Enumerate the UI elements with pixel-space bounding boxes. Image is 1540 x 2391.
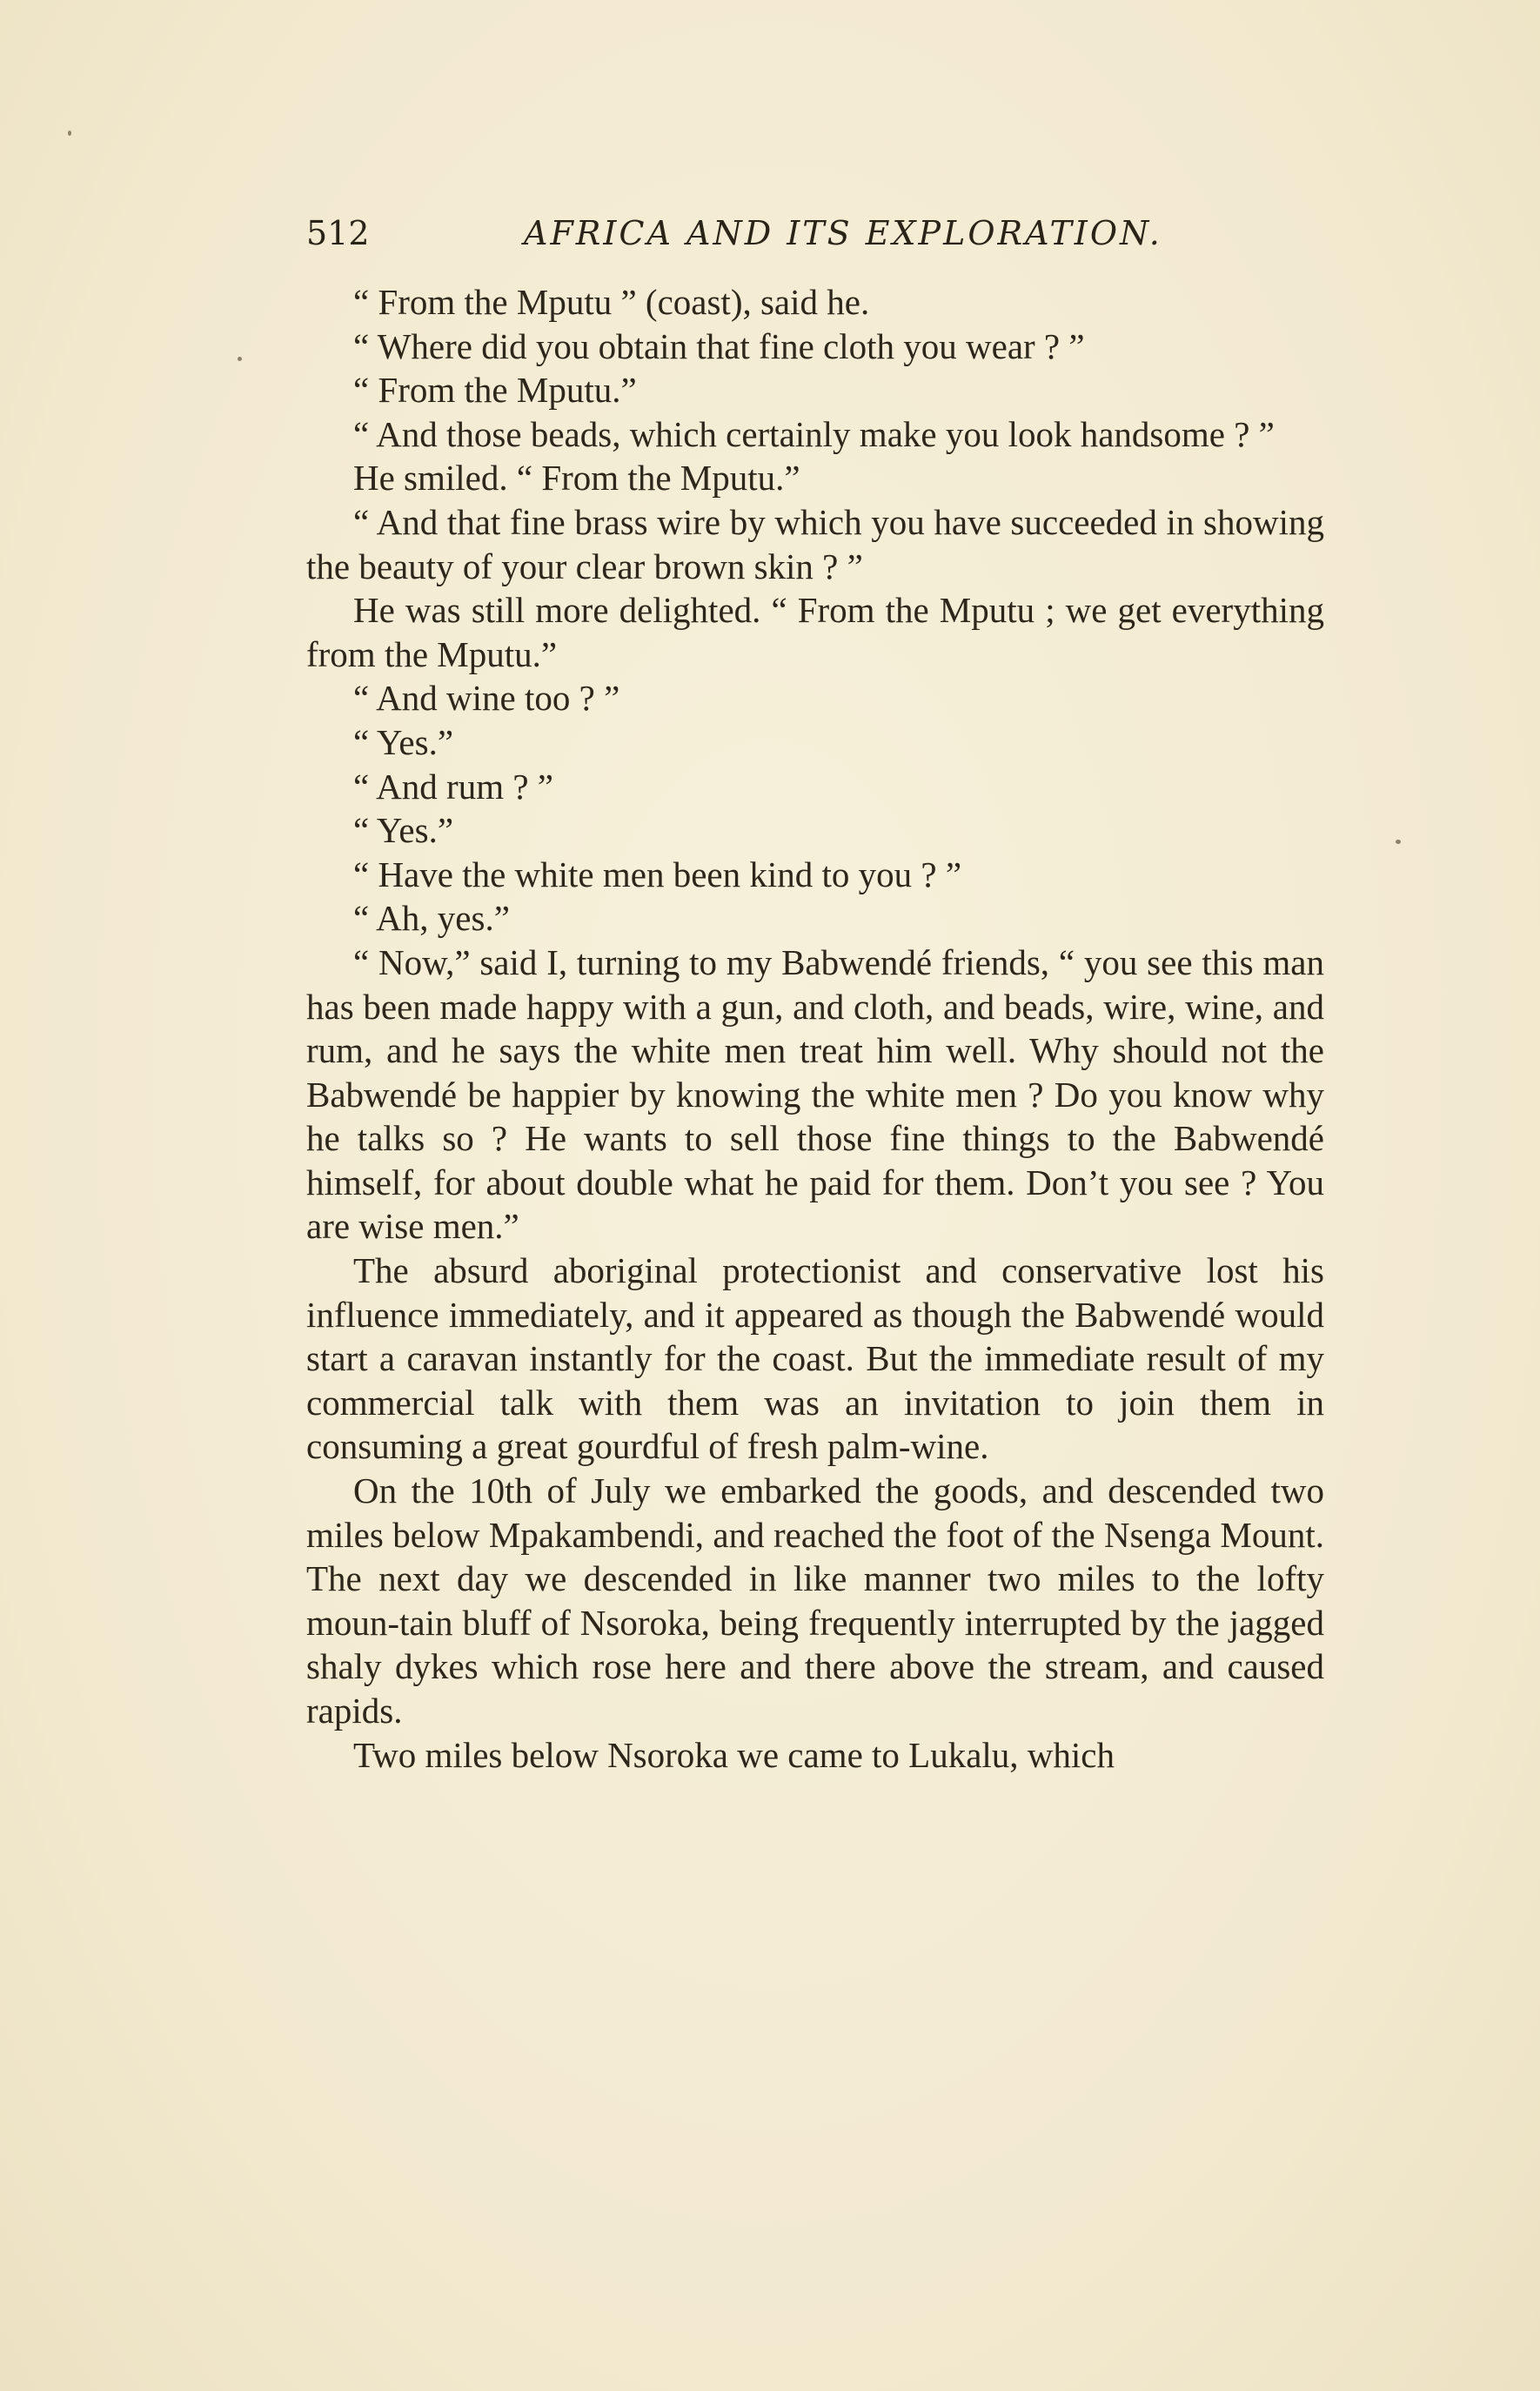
paper-speck [68, 131, 71, 136]
paragraph: “ From the Mputu.” [353, 370, 637, 411]
paragraph: “ Where did you obtain that fine cloth you wear ? ” [353, 325, 1085, 366]
paragraph: “ Have the white men been kind to you ? ” [353, 854, 962, 894]
paragraph: He smiled. “ From the Mputu.” [353, 458, 800, 499]
paragraph: Two miles below Nsoroka we came to Lukalu, which [353, 1734, 1115, 1775]
paper-speck [238, 357, 242, 361]
body-text [306, 280, 1324, 1777]
running-title: AFRICA AND ITS EXPLORATION. [524, 214, 1162, 252]
paragraph: “ And rum ? ” [353, 766, 553, 807]
paragraph: “ And wine too ? ” [353, 678, 620, 719]
paragraph: The absurd aboriginal protectionist and conservative lost his influence immediately, and it appeared as though the Babwendé would start a caravan instantly for the coast. But the immediate result of my commercial talk with them was an invitation to join them in consuming a great gourdful of fresh palm-wine. [306, 1250, 1324, 1467]
page-number: 512 [306, 214, 370, 252]
paragraph: “ From the Mputu ” (coast), said he. [353, 282, 870, 322]
page-header [306, 214, 1324, 259]
paper-speck [1396, 840, 1401, 844]
paragraph: “ Yes.” [353, 721, 454, 762]
paragraph: “ Ah, yes.” [353, 898, 510, 939]
paragraph: “ And those beads, which certainly make you look handsome ? ” [353, 413, 1275, 454]
paragraph: “ Now,” said I, turning to my Babwendé friends, “ you see this man has been made happy with a gun, and cloth, and beads, wire, wine, and rum, and he says the white men treat him well. Why should not the Babwendé be happier by knowing the white men ? Do you know why he talks so ? He wants to sell those fine things to the Babwendé himself, for about double what he paid for them. Don’t you see ? You are wise men.” [306, 941, 1324, 1247]
paragraph: “ And that fine brass wire by which you have succeeded in showing the beauty of your clear brown skin ? ” [306, 501, 1324, 586]
paragraph: On the 10th of July we embarked the goods, and descended two miles below Mpakambendi, and reached the foot of the Nsenga Mount. The next day we descended in like manner two miles to the lofty moun-tain bluff of Nsoroka, being frequently interrupted by the jagged shaly dykes which rose here and there above the stream, and caused rapids. [306, 1470, 1324, 1731]
paragraph: “ Yes.” [353, 810, 454, 851]
paragraph: He was still more delighted. “ From the Mputu ; we get everything from the Mputu.” [306, 590, 1324, 674]
